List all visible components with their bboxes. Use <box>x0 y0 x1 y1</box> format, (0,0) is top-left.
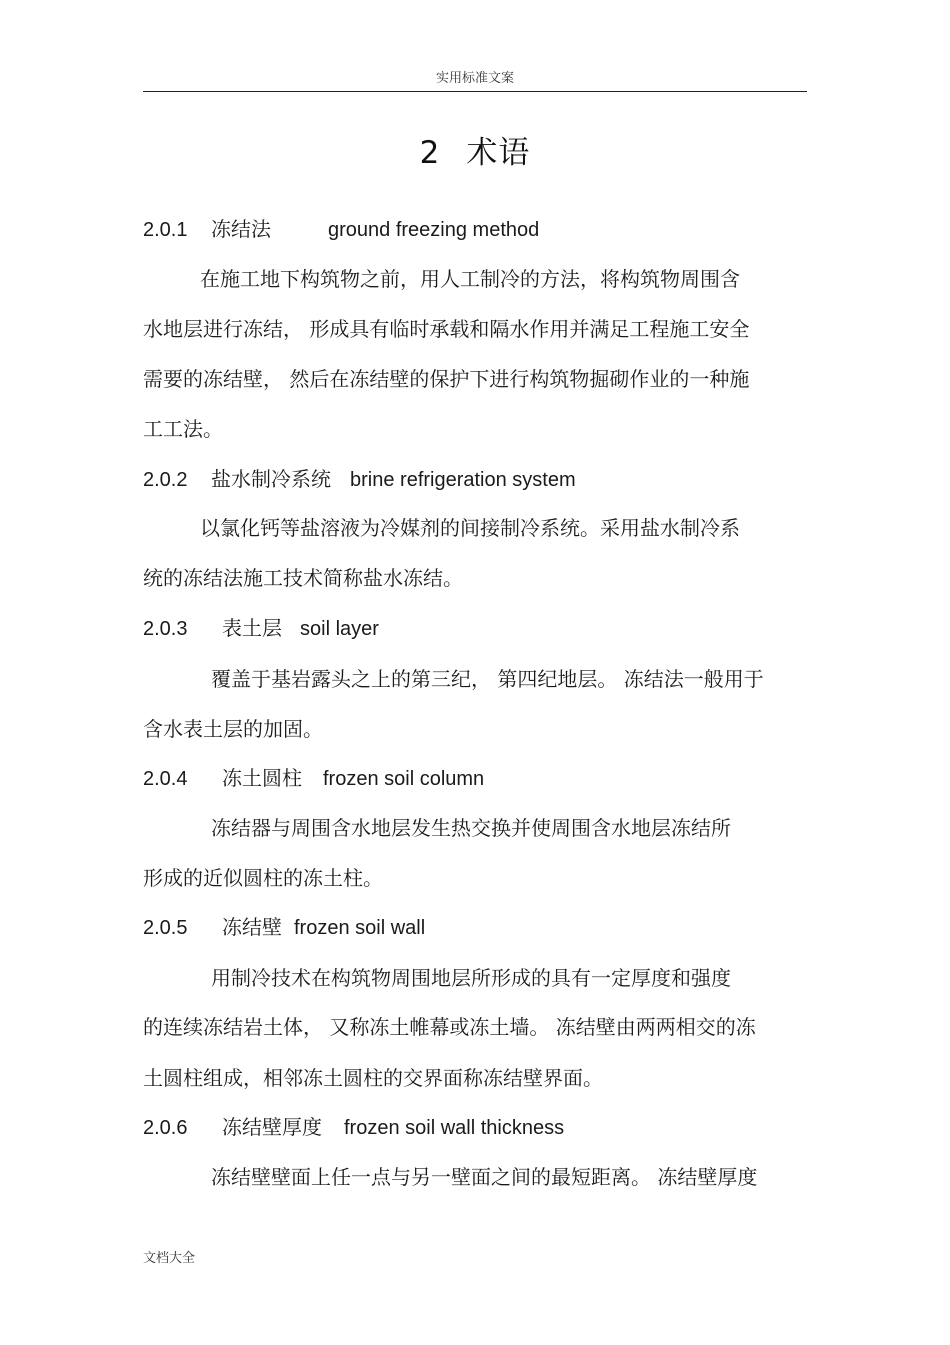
paragraph-line: 需要的冻结壁， 然后在冻结壁的保护下进行构筑物掘砌作业的一种施 <box>143 367 750 391</box>
paragraph-line: 冻结器与周围含水地层发生热交换并使周围含水地层冻结所 <box>211 816 731 840</box>
paragraph-line: 形成的近似圆柱的冻土柱。 <box>143 866 383 890</box>
paragraph-line: 用制冷技术在构筑物周围地层所形成的具有一定厚度和强度 <box>211 966 731 990</box>
paragraph-line: 冻结壁壁面上任一点与另一壁面之间的最短距离。 冻结壁厚度 <box>211 1165 758 1189</box>
chapter-title-text: 术语 <box>466 135 531 171</box>
term-english: frozen soil wall <box>294 917 426 939</box>
header-divider <box>143 91 807 92</box>
paragraph-line: 以氯化钙等盐溶液为冷媒剂的间接制冷系统。采用盐水制冷系 <box>200 516 740 540</box>
term-chinese: 冻结壁厚度 <box>222 1117 322 1139</box>
term-chinese: 表土层 <box>222 618 282 640</box>
term-chinese: 冻土圆柱 <box>222 768 302 790</box>
chapter-title <box>0 127 950 172</box>
term-english: brine refrigeration system <box>350 469 576 491</box>
paragraph-line: 覆盖于基岩露头之上的第三纪， 第四纪地层。 冻结法一般用于 <box>211 667 764 691</box>
term-english: soil layer <box>300 618 379 640</box>
paragraph-line: 统的冻结法施工技术简称盐水冻结。 <box>143 566 463 590</box>
term-english: frozen soil column <box>323 768 485 790</box>
paragraph-line: 土圆柱组成，相邻冻土圆柱的交界面称冻结壁界面。 <box>143 1066 603 1090</box>
term-chinese: 冻结法 <box>211 219 271 241</box>
term-english: frozen soil wall thickness <box>344 1117 565 1139</box>
term-number: 2.0.3 <box>143 618 188 640</box>
term-heading-2-0-3 <box>143 615 379 643</box>
paragraph-line: 的连续冻结岩土体， 又称冻土帷幕或冻土墙。 冻结壁由两两相交的冻 <box>143 1015 756 1039</box>
term-chinese: 盐水制冷系统 <box>211 469 331 491</box>
term-heading-2-0-2 <box>143 466 576 494</box>
running-footer: 文档大全 <box>143 1251 196 1266</box>
paragraph-line: 水地层进行冻结， 形成具有临时承载和隔水作用并满足工程施工安全 <box>143 317 750 341</box>
term-number: 2.0.6 <box>143 1117 188 1139</box>
chapter-number: 2 <box>419 135 441 171</box>
term-heading-2-0-1 <box>143 216 539 244</box>
paragraph-line: 在施工地下构筑物之前，用人工制冷的方法，将构筑物周围含 <box>200 267 740 291</box>
term-chinese: 冻结壁 <box>222 917 282 939</box>
term-heading-2-0-6 <box>143 1114 564 1142</box>
term-english: ground freezing method <box>328 219 540 241</box>
running-header: 实用标准文案 <box>435 71 514 86</box>
paragraph-line: 工工法。 <box>143 417 223 441</box>
term-heading-2-0-4 <box>143 765 484 793</box>
term-heading-2-0-5 <box>143 914 425 942</box>
term-number: 2.0.1 <box>143 219 188 241</box>
term-number: 2.0.5 <box>143 917 188 939</box>
term-number: 2.0.4 <box>143 768 188 790</box>
paragraph-line: 含水表土层的加固。 <box>143 717 323 741</box>
term-number: 2.0.2 <box>143 469 188 491</box>
